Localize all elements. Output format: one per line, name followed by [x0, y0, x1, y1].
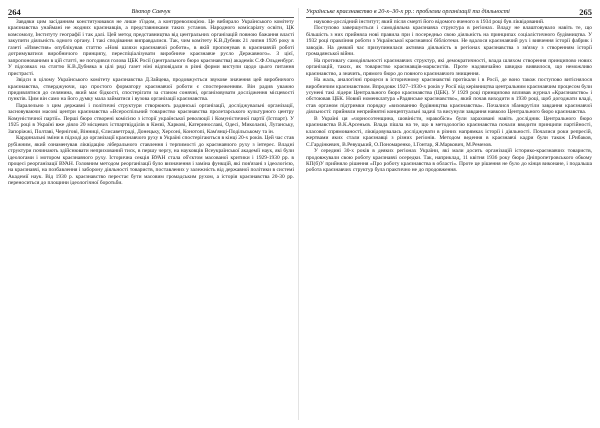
left-paragraph: Завдяки цим засіданням конституювався не лише з'їздом, а контрреволюцією. Це вибирало Українського комітету краєзнавства унаймані не жодних краєзнавців, а представниками таких установ. Народного комісаріату освіти, ЦК комсомолу, Інституту географії і так далі. Цей метод представництва від центральних організацій повною бажання власті закупити діяльність одного органу. І такі сподівання виправдалися. Так, чим комітету К.В.Дубняк 21 липня 1926 року в газеті «Известия» опублікував статтю «Нові шляхи краєзнавчої роботи», в якій пропонував в краєзнавчій роботі дотримуватися виробничого принципу, переспіціалізувати виробниче краєзнавче русло Державного». З цієї, запропонованими в цій статті, не погодився голова ЦБК Росії (центрального бюро краєзнавства) академік С.Ф.Ольденбург. У підсовках на статтю К.В.Дубняка в цілі ряді газет ніні відповідали в різні форми виступи щодо цього питання пристрасті.: [8, 19, 294, 77]
left-paragraph: Звідси в цілому Українського комітету краєзнавства Д.Зайцева, продовжується звукове значення цей виробничого краєзнавства, стверджуючи, що простого форматору краєзнавчої роботи є спостереженням. Він радив уважно придивлятися до селянина, який має бідкості, спостерігати за станом сонячні, організовувати дослідження місцевості пунктів. Цим він само на його думку мала займатися і вузова організації краєзнавства.: [8, 77, 294, 103]
right-paragraph: На жаль, аналогічні процеси в історичному краєзнавстві протікали і в Росії, де воно також поступово витіснялося виробничим краєзнавством. Впродовж 1927–1930-х років у Росії від керівництва центральним краєзнавчим процесом були усунені такі лідери Центрального бюро краєзнавства (ЦБК). У 1929 році принципово впливав журнал «Краєзнавство» і обстоював ЦБК. Новий номенклатура «Радянське краєзнавство», який почав виходити в 1930 році, щоб догоджати владі, став органом підтримки порядку «вихованню будівництва краєзнавства». Почалися збанкрутіли завдання краєзнавчої діяльності: прийняли неприйнятні концептуальні задачі та висунули завдання навколо Центрального бюро краєзнавства.: [306, 77, 592, 116]
left-page-number: 264: [8, 7, 21, 17]
right-header-rule: [306, 17, 592, 18]
right-paragraph: У середині 30-х років в деяких регіонах України, які мали досить організацій історико-краєзнавчих товариств, продовжували свою роботу краєзнавчі осередки. Так, наприклад, 11 квітня 1936 року бюро Дніпропетровського обкому КП(б)У прийняло рішення «Про роботу краєзнавства в області». Проте це рішення не було до кінця виконане, і подальша робота краєзнавчих структур була практично не до продовження.: [306, 148, 592, 174]
right-page-body: [306, 19, 592, 424]
left-paragraph: Паралельно з цим державні і політичні структури створюють радянські організації, досліджувальні організації, засновуваючи масові центри краєзнавства «Всероспільний товариство краєзнавства пролетарського культурного центру Комуністичної партії». Перші бюро створені комісією з історії української революції і Комуністичної партії (Істпарт). У 1925 році в Україні вже діяло 20 місцевих істпартвідділів в Києві, Харкові, Катеринославі, Одесі, Миколаєві, Луганську, Запоріжжі, Полтаві, Чернігові, Вінниці, Єлисаветграді, Донецьку, Херсоні, Конотопі, Кам'янці-Подільському та ін.: [8, 102, 294, 135]
left-header-rule: [8, 17, 294, 18]
left-page-body: [8, 19, 294, 424]
right-page: [306, 0, 592, 428]
right-paragraph: На противагу самодіяльності краєзнавчих структур, які демократичності, влада шляхом створення принципово нових організацій, таких, як товариство краєзнавців-марксистів. Проте надзвичайно швидко виявилося, що неможливо краєзнавство, а значить, прямого бюро до повного краєзнавчого знищення.: [306, 57, 592, 77]
right-paragraph: науково-дослідний інститут; який після смерті його відомого вченого в 1934 році був ліквідований.: [314, 19, 545, 25]
right-paragraph: Поступово завершується і самодіяльна краєзнавча структура в регіонах. Владу не влаштовувало навіть те, що більшість з них прийняла нові правила при і посередньо свою діяльність на принципах соціалістичного будівництва. У 1932 році правління роботи з Української краєзнавчої бібліотеки. Не вдалося краєзнавчий рух і вивчення історії фабрик і заводів. На деякий час призупинилася активна діяльність в регіонах краєзнавства з зв'язку з створенням історії громадянської війни.: [306, 25, 592, 58]
left-running-head: Віктор Савчук: [131, 8, 171, 15]
left-page: [8, 0, 294, 428]
left-paragraph: Кардинальні зміни в підході до організації краєзнавчого руху в Україні спостерігаються в кінці 20-х років. Цей час став рубіжним, який ознаменував ліквідацію ліберального ставлення і терпимості до краєзнавчого руху з інтерес. Владні структури починають здійснювати неприхований тиск, в першу чергу, на науковців Всеукраїнської академії наук, які були ідеологами і мотором краєзнавчого руху. Історична секція ВУАН стала об'єктом масованої критики і 1929-1930 рр. в процесі реорганізації ВУАН. Головним методом реорганізації було визначення і заміна функцій, які пов'язані з ідеологією, на краєзнавчі, на позбавлення і заборону діяльності товариств, поставлених у залежність від державної політики в системі Академії наук. Від 1930 р. краєзнавство перестає бути масовим громадським рухом, а історія краєзнавства 20-30 рр. переноситься до площини ідеологічної боротьби.: [8, 135, 294, 187]
right-page-number: 265: [579, 7, 592, 17]
spine-gutter: [298, 8, 299, 420]
right-running-head: Українське краєзнавство в 20-х–30-х рр.: проблеми організації та діяльності: [306, 8, 510, 15]
right-paragraph: В Україні ця «чорносотенщина, шовіністи, мракобіси» були зараховані навіть дослідник Центрального бюро краєзнавства В.К.Арсеньєв. Влада пішла на те, що в методологію краєзнавства почали вводити принципи партійності, класової спрямованості, ліквідовувалась досліджувати в різних напрямках історії і діяльності. Почалися роки репресій, жертвами яких стали краєзнавці з різних регіонів. Методом ведення в краєзнавчі кадри були також І.Рибаков, С.Гардінкевич, В.Ревуцький, О.Пономаренко, І.Гонтар, Я.Маркович, М.Ремезов.: [306, 115, 592, 148]
